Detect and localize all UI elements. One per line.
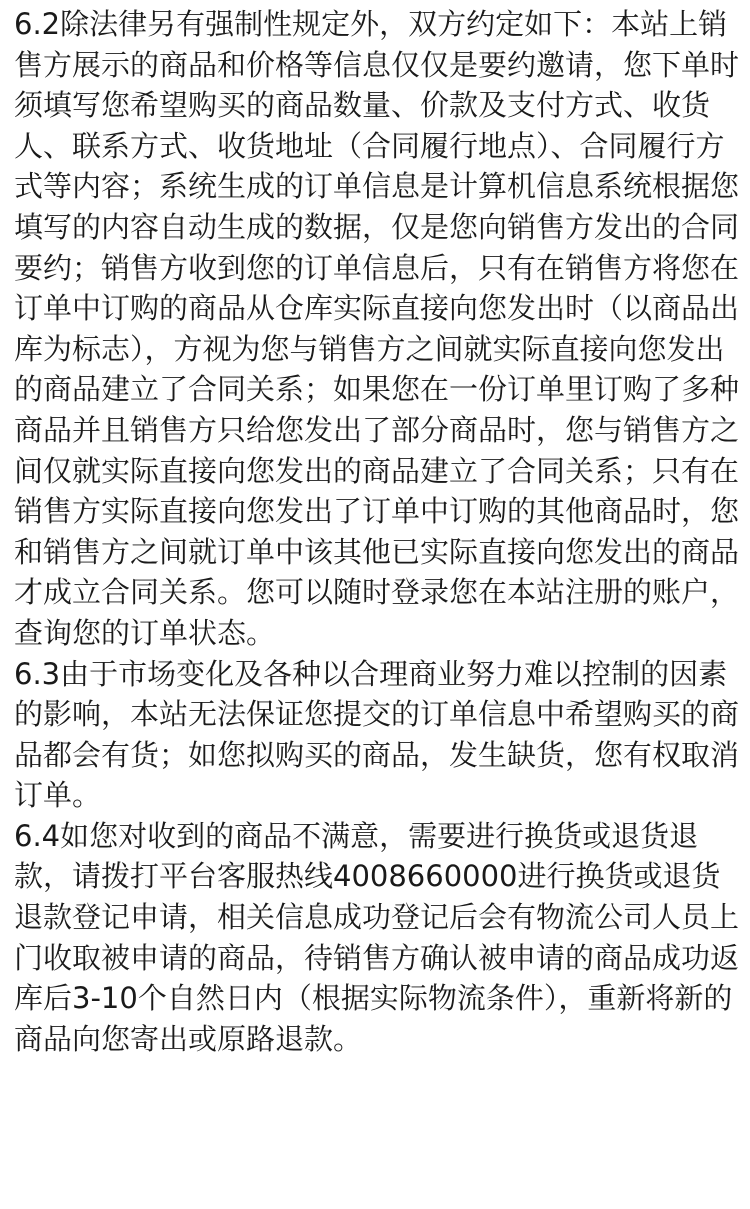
clause-6-4: 6.4如您对收到的商品不满意，需要进行换货或退货退款，请拨打平台客服热线4008660000进行换货或退货退款登记申请，相关信息成功登记后会有物流公司人员上门收取被申请的商品，待销售方确认被申请的商品成功返库后3-10个自然日内（根据实际物流条件），重新将新的商品向您寄出或原路退款。 <box>14 818 740 1056</box>
document-body <box>14 4 742 1059</box>
clause-6-3: 6.3由于市场变化及各种以合理商业努力难以控制的因素的影响，本站无法保证您提交的订单信息中希望购买的商品都会有货；如您拟购买的商品，发生缺货，您有权取消订单。 <box>14 656 740 813</box>
clause-6-2: 6.2除法律另有强制性规定外，双方约定如下：本站上销售方展示的商品和价格等信息仅仅是要约邀请，您下单时须填写您希望购买的商品数量、价款及支付方式、收货人、联系方式、收货地址（合同履行地点）、合同履行方式等内容；系统生成的订单信息是计算机信息系统根据您填写的内容自动生成的数据，仅是您向销售方发出的合同要约；销售方收到您的订单信息后，只有在销售方将您在订单中订购的商品从仓库实际直接向您发出时（以商品出库为标志），方视为您与销售方之间就实际直接向您发出的商品建立了合同关系；如果您在一份订单里订购了多种商品并且销售方只给您发出了部分商品时，您与销售方之间仅就实际直接向您发出的商品建立了合同关系；只有在销售方实际直接向您发出了订单中订购的其他商品时，您和销售方之间就订单中该其他已实际直接向您发出的商品才成立合同关系。您可以随时登录您在本站注册的账户，查询您的订单状态。 <box>14 7 740 650</box>
